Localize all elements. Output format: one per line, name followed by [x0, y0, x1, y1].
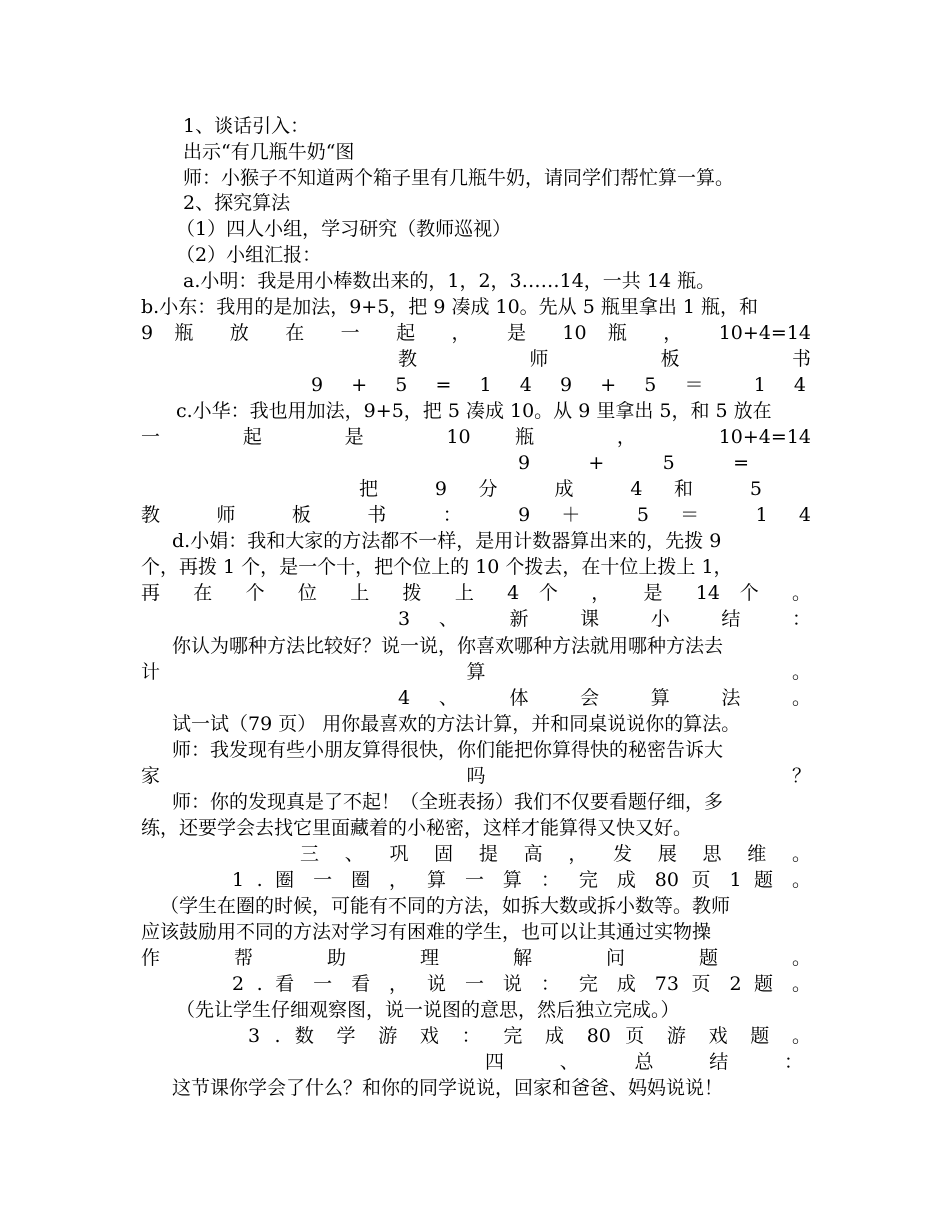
- text-line: 师：你的发现真是了不起！（全班表扬）我们不仅要看题仔细，多: [172, 791, 724, 813]
- text-line: （1）四人小组，学习研究（教师巡视）: [176, 218, 512, 240]
- text-line: （2）小组汇报：: [176, 244, 322, 266]
- text-line: 练，还要学会去找它里面藏着的小秘密，这样才能算得又快又好。: [141, 817, 693, 839]
- text-line: 这节课你学会了什么？和你的同学说说，回家和爸爸、妈妈说说！: [172, 1077, 724, 1099]
- text-line: 你认为哪种方法比较好？说一说，你喜欢哪种方法就用哪种方法去: [172, 635, 724, 657]
- text-line: 教 师 板 书: [398, 348, 811, 370]
- text-line: 把 9 分 成 4 和 5: [359, 478, 762, 500]
- text-line: 应该鼓励用不同的方法对学习有困难的学生，也可以让其通过实物操: [141, 921, 712, 943]
- text-line: 3 、 新 课 小 结 ：: [398, 608, 811, 630]
- text-line: 4 、 体 会 算 法 。: [398, 687, 811, 709]
- text-line: 9 + 5 =: [518, 452, 749, 474]
- text-line: 试一试（79 页） 用你最喜欢的方法计算，并和同桌说说你的算法。: [172, 713, 741, 735]
- text-line: （学生在圈的时候，可能有不同的方法，如拆大数或拆小数等。教师: [160, 895, 731, 917]
- text-line: 四 、 总 结 ：: [485, 1051, 803, 1073]
- text-line: d.小娟：我和大家的方法都不一样，是用计数器算出来的，先拨 9: [172, 530, 722, 552]
- text-line: c.小华：我也用加法，9+5，把 5 凑成 10。从 9 里拿出 5，和 5 放在: [176, 400, 772, 422]
- text-line: 再 在 个 位 上 拨 上 4 个 ， 是 14 个 。: [141, 582, 811, 604]
- text-line: 1、谈话引入：: [183, 115, 310, 137]
- text-line: b.小东：我用的是加法，9+5，把 9 凑成 10。先从 5 瓶里拿出 1 瓶，和: [141, 296, 759, 318]
- text-line: a.小明：我是用小棒数出来的，1，2，3……14，一共 14 瓶。: [183, 270, 716, 292]
- text-line: 1 . 圈 一 圈 ， 算 一 算 ： 完 成 80 页 1 题 。: [232, 869, 811, 891]
- text-line: 计 算 。: [141, 661, 811, 683]
- text-line: 作 帮 助 理 解 问 题 。: [141, 947, 811, 969]
- text-line: 9 + 5 = 1 4 9 + 5 ＝ 1 4: [311, 374, 806, 396]
- text-line: 三 、 巩 固 提 高 ， 发 展 思 维 。: [300, 843, 811, 865]
- text-line: （先让学生仔细观察图，说一说图的意思，然后独立完成。）: [176, 999, 680, 1021]
- text-line: 一 起 是 10 瓶 ， 10+4=14: [141, 426, 811, 448]
- text-line: 3 . 数 学 游 戏 ： 完 成 80 页 游 戏 题 。: [248, 1025, 811, 1047]
- text-line: 出示“有几瓶牛奶“图: [183, 141, 355, 163]
- text-line: 家 吗 ？: [141, 765, 811, 787]
- text-line: 教 师 板 书 ： 9 ＋ 5 ＝ 1 4: [141, 504, 811, 526]
- text-line: 9 瓶 放 在 一 起 ， 是 10 瓶 ， 10+4=14: [141, 322, 811, 344]
- text-line: 师：小猴子不知道两个箱子里有几瓶牛奶，请同学们帮忙算一算。: [183, 167, 735, 189]
- text-line: 2、探究算法: [183, 192, 291, 214]
- text-line: 2 . 看 一 看 ， 说 一 说 ： 完 成 73 页 2 题 。: [232, 973, 811, 995]
- text-line: 师：我发现有些小朋友算得很快，你们能把你算得快的秘密告诉大: [172, 739, 724, 761]
- text-line: 个，再拨 1 个，是一个十，把个位上的 10 个拨去，在十位上拨上 1，: [141, 556, 733, 578]
